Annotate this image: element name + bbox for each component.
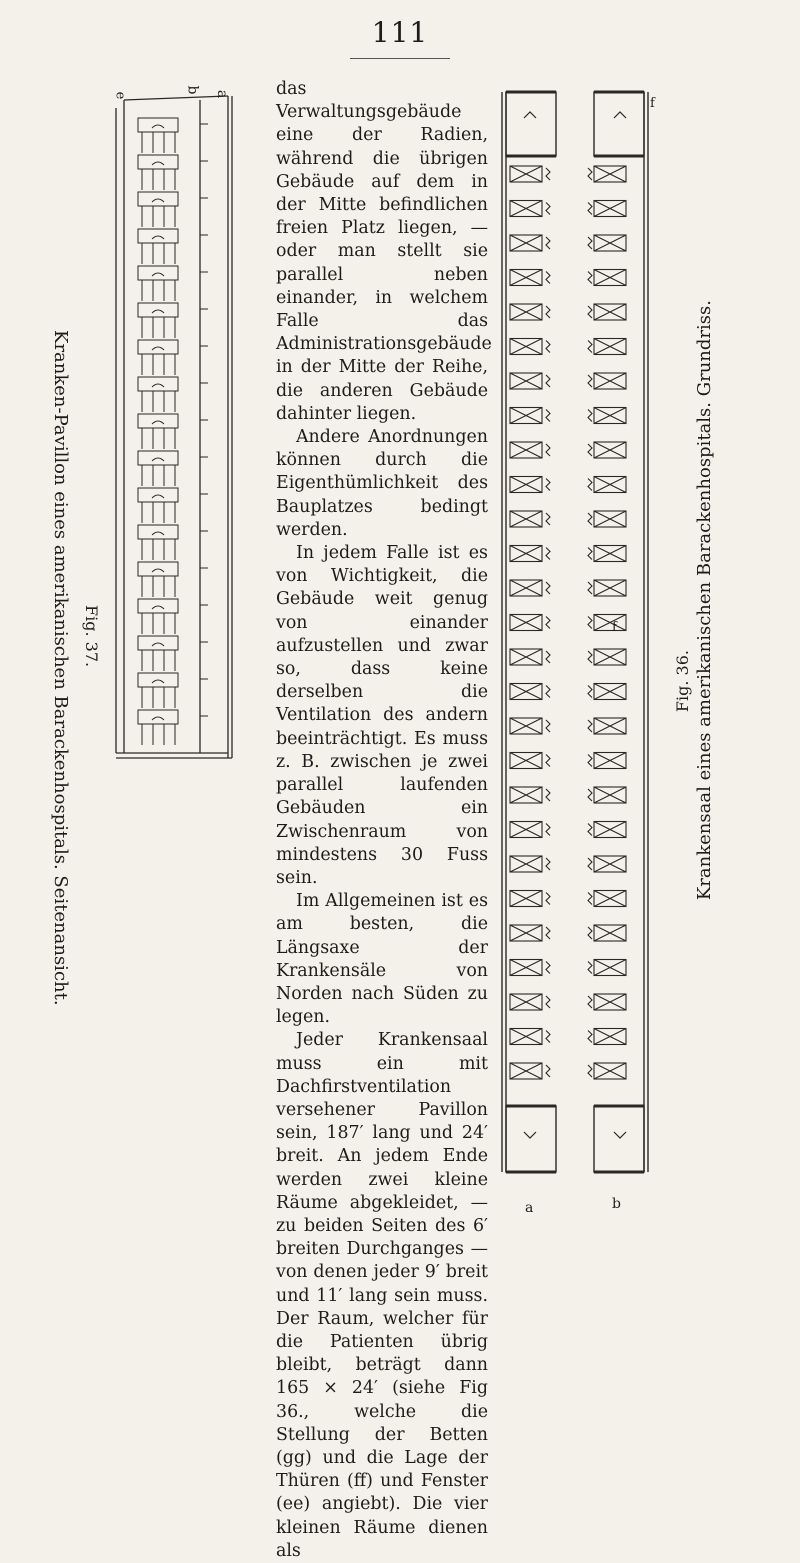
fig37-window-mark	[152, 199, 164, 202]
fig36-bed-mark	[546, 1031, 550, 1043]
paragraph-4: Im Allgemeinen ist es am besten, die Längsaxe der Krankensäle von Norden nach Süden zu legen.	[276, 891, 488, 1028]
fig36-bed-mark	[546, 927, 550, 939]
fig36-bed-mark	[546, 479, 550, 491]
fig37-side-view	[108, 85, 248, 788]
fig36-bed-mark	[546, 755, 550, 767]
fig37-label: Fig. 37.	[82, 605, 101, 668]
fig37-window-mark	[152, 495, 164, 498]
fig36-bed-mark	[546, 617, 550, 629]
fig36-bed-mark	[588, 1065, 592, 1077]
fig36-bed-mark	[546, 513, 550, 525]
fig36-bed-mark	[588, 479, 592, 491]
fig36-bed-mark	[588, 617, 592, 629]
fig36-bed-mark	[546, 651, 550, 663]
fig36-bed-mark	[588, 996, 592, 1008]
fig36-caption: Krankensaal eines amerikanischen Barackenhospitals. Grundriss.	[694, 300, 715, 901]
fig36-bed-mark	[588, 927, 592, 939]
paragraph-2: Andere Anordnungen können durch die Eigenthümlichkeit des Bauplatzes bedingt werden.	[276, 427, 488, 540]
fig36-bed-mark	[588, 720, 592, 732]
fig37-window-mark	[152, 680, 164, 683]
fig36-bed-mark	[546, 375, 550, 387]
fig36-bed-mark	[588, 858, 592, 870]
fig37-window-mark	[152, 606, 164, 609]
fig36-bed-mark	[546, 582, 550, 594]
fig36-bed-mark	[546, 237, 550, 249]
fig37-window-mark	[152, 532, 164, 535]
fig36-bed-mark	[588, 755, 592, 767]
fig36-bed-mark	[546, 996, 550, 1008]
fig36-bed-mark	[546, 410, 550, 422]
fig36-bed-mark	[588, 237, 592, 249]
paragraph-1: das Verwaltungsgebäude eine der Radien, während die übrigen Gebäude auf dem in der Mitte befindlichen freien Platz liegen, — oder man stellt sie parallel neben einander, in welchem Falle das Administrationsgebäude in der Mitte der Reihe, die anderen Gebäude dahinter liegen.	[276, 79, 492, 424]
fig37-letter-a: a	[214, 89, 231, 99]
fig36-bed-mark	[588, 582, 592, 594]
fig36-bed-mark	[546, 858, 550, 870]
fig37-window-mark	[152, 125, 164, 128]
body-text	[276, 78, 492, 1563]
fig36-letter-b: b	[612, 1196, 621, 1212]
fig37-window-mark	[152, 347, 164, 350]
fig36-bed-mark	[546, 306, 550, 318]
fig36-bed-mark	[546, 1065, 550, 1077]
fig36-bed-mark	[588, 686, 592, 698]
fig36-bed-mark	[588, 893, 592, 905]
fig36-bed-mark	[588, 410, 592, 422]
fig37-window-mark	[152, 273, 164, 276]
fig36-bed-mark	[546, 341, 550, 353]
fig36-bed-mark	[588, 1031, 592, 1043]
fig36-bed-mark	[588, 651, 592, 663]
fig37-letter-e: e	[112, 91, 128, 100]
fig36-letter-a: a	[525, 1200, 534, 1216]
fig37-window-mark	[152, 643, 164, 646]
fig36-floor-plan	[496, 82, 666, 1262]
fig36-bed-mark	[588, 444, 592, 456]
fig36-bed-mark	[546, 272, 550, 284]
fig36-bed-mark	[546, 824, 550, 836]
page-number-rule	[350, 58, 450, 59]
fig36-letter-f-mid: f	[612, 620, 617, 635]
fig36-bed-mark	[546, 168, 550, 180]
fig37-window-mark	[152, 717, 164, 720]
fig36-bed-mark	[588, 272, 592, 284]
fig36-bed-mark	[546, 962, 550, 974]
fig36-bed-mark	[546, 548, 550, 560]
fig36-label: Fig. 36.	[673, 650, 692, 713]
fig37-window-mark	[152, 384, 164, 387]
fig37-window-mark	[152, 310, 164, 313]
fig36-bed-mark	[588, 203, 592, 215]
fig36-bed-mark	[546, 789, 550, 801]
fig37-caption-text: Kranken-Pavillon eines amerikanischen Barackenhospitals. Seitenansicht.	[50, 330, 71, 1006]
fig37-window-mark	[152, 421, 164, 424]
fig36-bed-mark	[546, 720, 550, 732]
fig36-letter-f-right: f	[650, 96, 655, 111]
fig37-window-mark	[152, 162, 164, 165]
fig36-bed-mark	[546, 686, 550, 698]
fig37-window-mark	[152, 236, 164, 239]
page-number: 111	[371, 16, 429, 49]
fig37-window-mark	[152, 569, 164, 572]
fig37-letter-b: b	[184, 85, 201, 95]
paragraph-3: In jedem Falle ist es von Wichtigkeit, die Gebäude weit genug von einander aufzustellen und zwar so, dass keine derselben die Ventilation des andern beeinträchtigt. Es muss z. B. zwischen je zwei parallel laufenden Gebäuden ein Zwischenraum von mindestens 30 Fuss sein.	[276, 543, 488, 888]
fig36-bed-mark	[546, 444, 550, 456]
fig36-bed-mark	[588, 375, 592, 387]
fig36-bed-mark	[588, 168, 592, 180]
fig36-bed-mark	[588, 513, 592, 525]
fig37-window-mark	[152, 458, 164, 461]
fig36-bed-mark	[588, 824, 592, 836]
fig36-bed-mark	[546, 203, 550, 215]
fig36-bed-mark	[588, 306, 592, 318]
fig36-bed-mark	[588, 548, 592, 560]
fig36-bed-mark	[588, 789, 592, 801]
fig36-bed-mark	[546, 893, 550, 905]
fig36-bed-mark	[588, 341, 592, 353]
paragraph-5: Jeder Krankensaal muss ein mit Dachfirstventilation versehener Pavillon sein, 187′ lang und 24′ breit. An jedem Ende werden zwei kleine Räume abgekleidet, — zu beiden Seiten des 6′ breiten Durchganges — von denen jeder 9′ breit und 11′ lang sein muss. Der Raum, welcher für die Patienten übrig bleibt, beträgt dann 165 × 24′ (siehe Fig 36., welche die Stellung der Betten (gg) und die Lage der Thüren (ff) und Fenster (ee) angiebt). Die vier kleinen Räume dienen als	[276, 1030, 488, 1561]
fig37-caption	[50, 330, 71, 1006]
fig36-bed-mark	[588, 962, 592, 974]
